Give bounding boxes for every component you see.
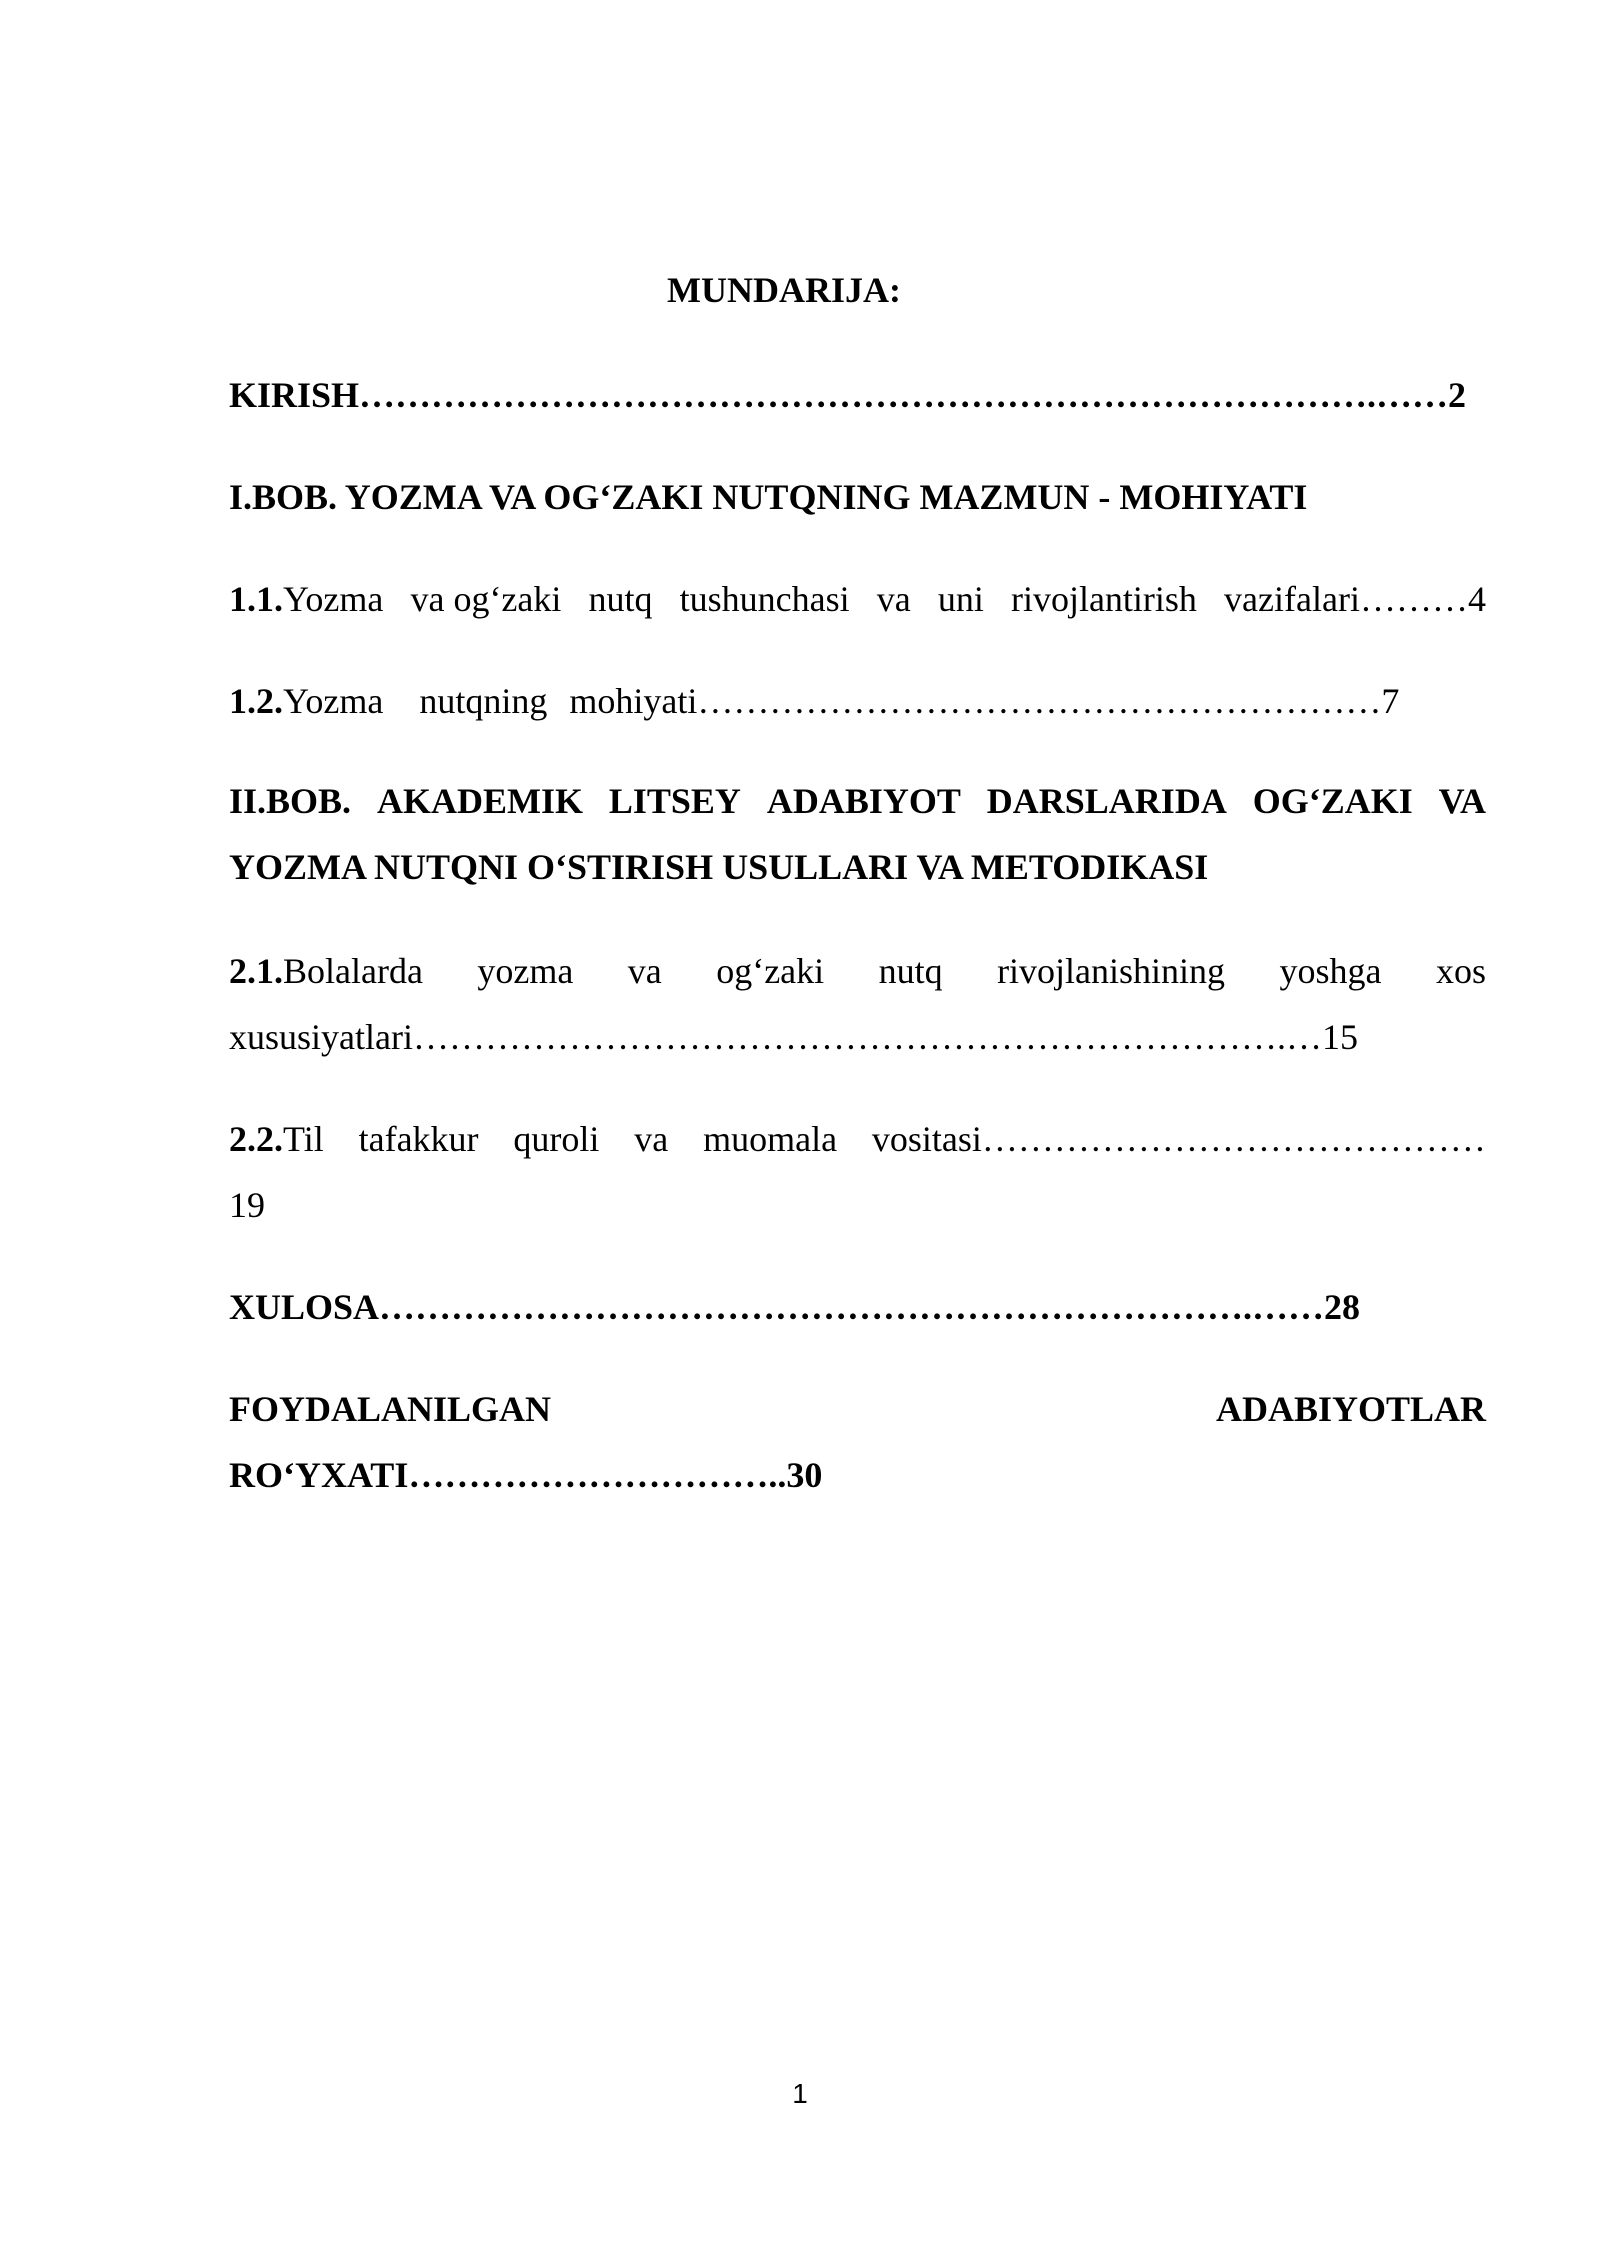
toc-word: va: [627, 951, 662, 991]
toc-word: [229, 938, 423, 1004]
toc-word: ADABIYOT: [766, 781, 961, 821]
toc-word: ADABIYOTLAR: [1215, 1389, 1486, 1429]
toc-entry-section-1-2: [229, 668, 1486, 734]
toc-word: [229, 668, 383, 734]
toc-word: VA: [1438, 781, 1486, 821]
toc-word: OG‘ZAKI: [1252, 781, 1413, 821]
toc-entry-section-1-1: [229, 566, 1486, 632]
toc-entry-chapter-2-line-2: YOZMA NUTQNI O‘STIRISH USULLARI VA METODIKASI: [229, 847, 1209, 887]
toc-word: AKADEMIK: [376, 781, 583, 821]
toc-word: quroli: [513, 1119, 600, 1159]
toc-entry-chapter-1-text: I.BOB. YOZMA VA OG‘ZAKI NUTQNING MAZMUN - MOHIYATI: [229, 477, 1308, 517]
toc-entry-chapter-1: [229, 464, 1486, 530]
toc-word: yoshga: [1279, 951, 1382, 991]
section-number: 1.2.: [229, 681, 283, 721]
toc-word: mohiyati…………………………………………………7: [569, 681, 1400, 721]
page-number: 1: [792, 2078, 808, 2109]
toc-entry-xulosa: [229, 1274, 1486, 1340]
toc-word: tafakkur: [358, 1119, 479, 1159]
toc-entry-section-2-1-line-2: xususiyatlari……………………………………………………………….…15: [229, 1017, 1358, 1057]
section-number: 2.2.: [229, 1119, 283, 1159]
toc-word-text: Til: [283, 1119, 324, 1159]
toc-word: vositasi……………………………………: [871, 1119, 1486, 1159]
toc-entry-bibliography-line-2: RO‘YXATI…………………………..30: [229, 1455, 823, 1495]
toc-word-text: Yozma: [283, 681, 384, 721]
toc-word: og‘zaki: [716, 951, 825, 991]
toc-word: II.BOB.: [229, 781, 352, 821]
toc-entry-bibliography-line-1: [229, 1376, 1486, 1442]
toc-word: nutq: [588, 579, 653, 619]
toc-word: xos: [1435, 951, 1486, 991]
toc-title: MUNDARIJA:: [667, 270, 901, 310]
toc-word: rivojlanishining: [997, 951, 1226, 991]
toc-word-text: Yozma: [283, 579, 384, 619]
toc-word: LITSEY: [608, 781, 741, 821]
toc-word: uni: [937, 579, 984, 619]
toc-word: nutqning: [419, 681, 548, 721]
toc-word: vazifalari………4: [1224, 579, 1486, 619]
toc-entry-bibliography: [229, 1376, 1486, 1508]
toc-word: rivojlantirish: [1010, 579, 1197, 619]
toc-entry-section-1-2-line: [229, 668, 1486, 734]
toc-word: va: [634, 1119, 669, 1159]
toc-entry-section-2-1: [229, 938, 1486, 1070]
toc-word: yozma: [477, 951, 574, 991]
toc-word: FOYDALANILGAN: [229, 1389, 552, 1429]
toc-word: nutq: [878, 951, 943, 991]
toc-word: muomala: [703, 1119, 838, 1159]
section-number: 1.1.: [229, 579, 283, 619]
section-number: 2.1.: [229, 951, 283, 991]
toc-word: va og‘zaki: [410, 579, 562, 619]
toc-entry-section-2-1-line-1: [229, 938, 1486, 1004]
toc-word: va: [876, 579, 911, 619]
toc-entry-xulosa-text: XULOSA……………………………………………………………….……28: [229, 1287, 1361, 1327]
toc-word-text: Bolalarda: [283, 951, 423, 991]
toc-entry-section-2-2: [229, 1106, 1486, 1238]
toc-entry-chapter-2: [229, 768, 1486, 900]
toc-word: [229, 566, 383, 632]
toc-entry-section-2-2-line-1: [229, 1106, 1486, 1172]
toc-entry-kirish: [229, 362, 1486, 428]
toc-entry-section-2-2-line-2: 19: [229, 1185, 265, 1225]
toc-entry-section-1-1-line: [229, 566, 1486, 632]
toc-word: [229, 1106, 324, 1172]
toc-word: DARSLARIDA: [986, 781, 1227, 821]
toc-entry-kirish-text: KIRISH………………………………………………………………………….……2: [229, 375, 1467, 415]
toc-entry-chapter-2-line-1: [229, 768, 1486, 834]
toc-word: tushunchasi: [679, 579, 850, 619]
